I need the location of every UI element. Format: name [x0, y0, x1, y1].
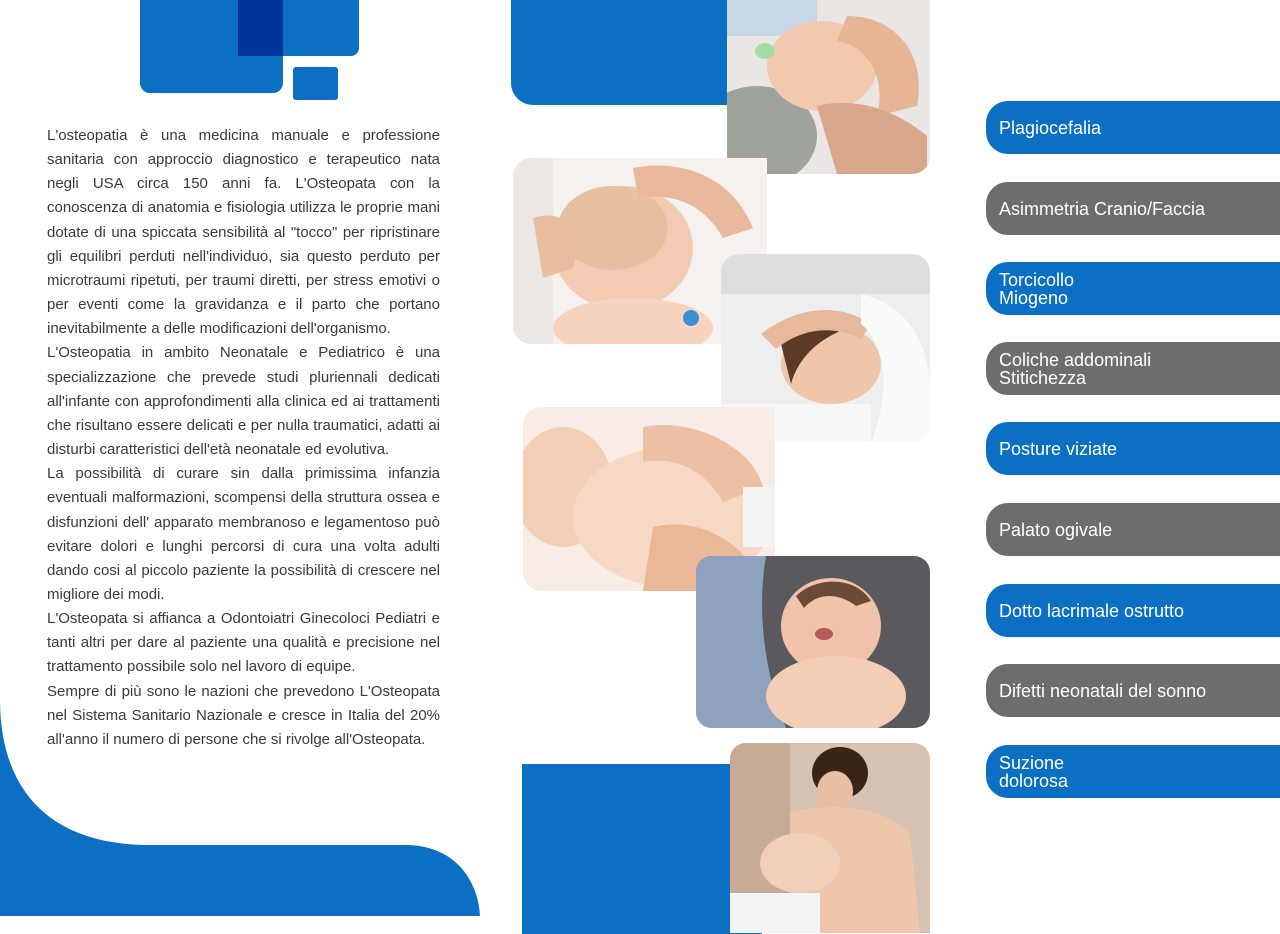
baby-head-treatment-photo: [727, 0, 930, 174]
topic-suzione[interactable]: [986, 745, 1280, 798]
paragraph: L'Osteopatia in ambito Neonatale e Pediatrico è una specializzazione che prevede studi pluriennali dedicati all'infante con approfondimenti alla clinica ed ai trattamenti che risultano essere delicati e per nulla traumatici, adatti ai disturbi caratteristici dell'età neonatale ed evolutiva.: [47, 344, 440, 459]
topic-label: Asimmetria Cranio/Faccia: [999, 198, 1206, 219]
topic-label: Palato ogivale: [999, 519, 1113, 540]
topic-torcicollo[interactable]: [986, 262, 1280, 315]
topic-asimmetria[interactable]: [986, 182, 1280, 235]
topic-label: Plagiocefalia: [999, 117, 1102, 138]
paragraph: L'Osteopata si affianca a Odontoiatri Ginecoloci Pediatri e tanti altri per dare al paziente una qualità e precisione nel trattamento possibile solo nel lavoro di equipe.: [47, 610, 440, 676]
topic-label: Suzione dolorosa: [999, 752, 1069, 791]
logo-block-small: [293, 67, 338, 100]
topic-label: Posture viziate: [999, 438, 1118, 459]
paragraph: L'osteopatia è una medicina manuale e professione sanitaria con approccio diagnostico e terapeutico nata negli USA circa 150 anni fa. L'Osteopata con la conoscenza di anatomia e fisiologia utilizza le proprie mani dotate di una spiccata sensibilità al "tocco" per ripristinare gli equilibri perduti nell'individuo, sia questo perduto per microtraumi ripetuti, per traumi diretti, per stress emotivi o per eventi come la gravidanza e il parto che portano inevitabilmente a delle modificazioni dell'organismo.: [47, 127, 440, 338]
crying-newborn-photo: [696, 556, 930, 728]
topic-difetti-sonno[interactable]: [986, 664, 1280, 717]
topic-label: Torcicollo Miogeno: [999, 269, 1075, 308]
topic-label: Dotto lacrimale ostrutto: [999, 600, 1185, 621]
body-text: [47, 124, 440, 752]
topic-dotto[interactable]: [986, 584, 1280, 637]
paragraph: Sempre di più sono le nazioni che prevedono L'Osteopata nel Sistema Sanitario Nazionale e cresce in Italia del 20% all'anno il numero di persone che si rivolge all'Osteopata.: [47, 682, 440, 748]
topic-label: Coliche addominali Stitichezza: [999, 349, 1152, 388]
topic-coliche[interactable]: [986, 342, 1280, 395]
collage-blue-block-bottom: [522, 764, 762, 934]
topic-label: Difetti neonatali del sonno: [999, 680, 1207, 701]
collage-blue-block-top: [511, 0, 751, 105]
breastfeeding-mother-photo: [730, 743, 930, 933]
logo-block-overlap: [238, 0, 283, 56]
paragraph: La possibilità di curare sin dalla primissima infanzia eventuali malformazioni, scompensi della struttura ossea e disfunzioni dell' apparato membranoso e legamentoso può evitare dolori e lunghi percorsi di cura una volta adulti dando cosi al piccolo paziente la possibilità di crescere nel migliore dei modi.: [47, 465, 440, 603]
topic-palato[interactable]: [986, 503, 1280, 556]
topic-posture[interactable]: [986, 422, 1280, 475]
topic-plagiocefalia[interactable]: [986, 101, 1280, 154]
